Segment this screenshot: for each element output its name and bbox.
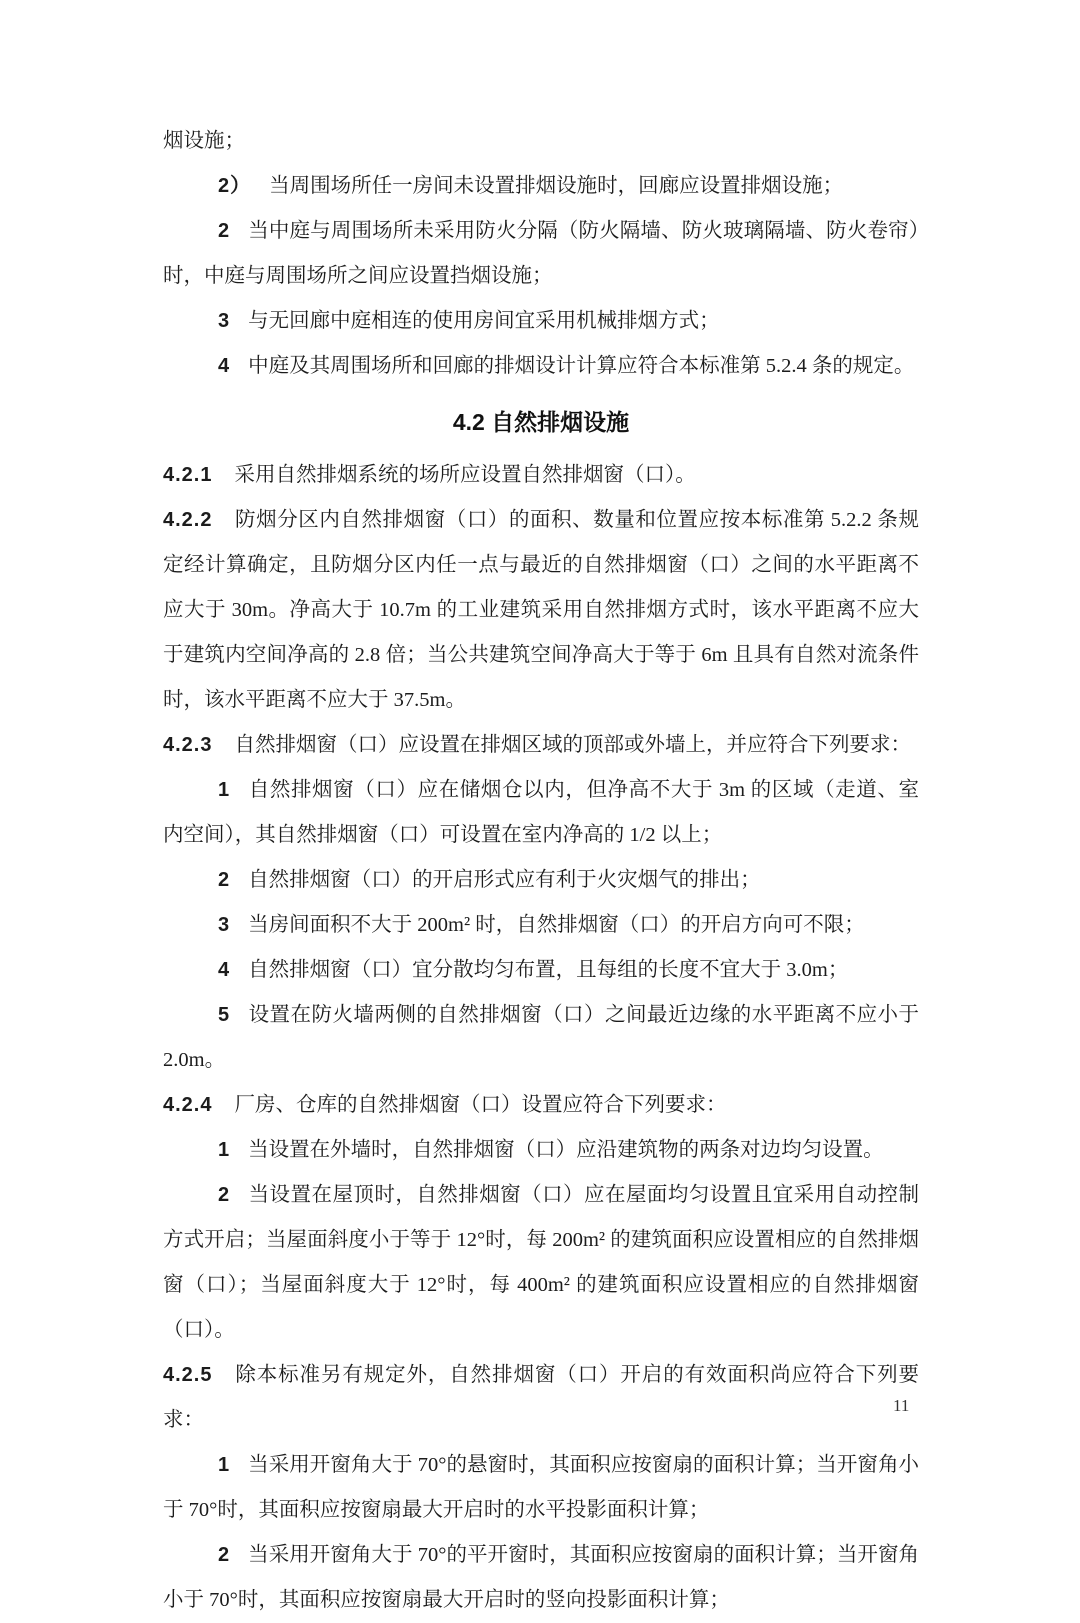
item-number: 4	[218, 959, 231, 981]
item-number: 4.2.2	[163, 509, 213, 531]
paragraph	[163, 1083, 919, 1128]
paragraph-text: 当设置在外墙时，自然排烟窗（口）应沿建筑物的两条对边均匀设置。	[248, 1139, 884, 1161]
paragraph-text: 烟设施；	[163, 130, 245, 152]
paragraph	[163, 344, 919, 389]
paragraph	[163, 723, 919, 768]
paragraph	[163, 209, 919, 299]
paragraph	[163, 119, 919, 164]
item-number: 1	[218, 1139, 231, 1161]
paragraph-text: 设置在防火墙两侧的自然排烟窗（口）之间最近边缘的水平距离不应小于 2.0m。	[163, 1004, 919, 1071]
item-number: 5	[218, 1004, 231, 1026]
item-number: 2）	[218, 175, 252, 197]
paragraph-text: 当中庭与周围场所未采用防火分隔（防火隔墙、防火玻璃隔墙、防火卷帘）时，中庭与周围场所之间应设置挡烟设施；	[163, 220, 919, 287]
item-number: 4.2.4	[163, 1094, 213, 1116]
paragraph-text: 自然排烟窗（口）的开启形式应有利于火灾烟气的排出；	[248, 869, 761, 891]
paragraph-text: 当设置在屋顶时，自然排烟窗（口）应在屋面均匀设置且宜采用自动控制方式开启；当屋面斜度小于等于 12°时，每 200m² 的建筑面积应设置相应的自然排烟窗（口）；当屋面斜度大于 12°时，每 400m² 的建筑面积应设置相应的自然排烟窗（口）。	[163, 1184, 919, 1341]
paragraph-text: 当周围场所任一房间未设置排烟设施时，回廊应设置排烟设施；	[269, 175, 844, 197]
paragraph	[163, 1533, 919, 1623]
paragraph	[163, 498, 919, 723]
item-number: 2	[218, 1184, 231, 1206]
paragraph-text: 自然排烟窗（口）应设置在排烟区域的顶部或外墙上，并应符合下列要求：	[234, 734, 911, 756]
paragraph	[163, 858, 919, 903]
paragraph	[163, 903, 919, 948]
paragraph	[163, 993, 919, 1083]
item-number: 2	[218, 869, 231, 891]
item-number: 4.2.1	[163, 464, 213, 486]
paragraph-text: 当采用开窗角大于 70°的悬窗时，其面积应按窗扇的面积计算；当开窗角小于 70°时，其面积应按窗扇最大开启时的水平投影面积计算；	[163, 1454, 919, 1521]
item-number: 1	[218, 779, 231, 801]
document-content	[163, 119, 919, 1623]
paragraph-text: 防烟分区内自然排烟窗（口）的面积、数量和位置应按本标准第 5.2.2 条规定经计算确定，且防烟分区内任一点与最近的自然排烟窗（口）之间的水平距离不应大于 30m。净高大于 10.7m 的工业建筑采用自然排烟方式时，该水平距离不应大于建筑内空间净高的 2.8 倍；当公共建筑空间净高大于等于 6m 且具有自然对流条件时，该水平距离不应大于 37.5m。	[163, 509, 919, 711]
section-heading: 4.2 自然排烟设施	[452, 409, 630, 435]
paragraph-text: 厂房、仓库的自然排烟窗（口）设置应符合下列要求：	[234, 1094, 727, 1116]
paragraph	[163, 453, 919, 498]
paragraph	[163, 1353, 919, 1443]
paragraph-text: 当房间面积不大于 200m² 时，自然排烟窗（口）的开启方向可不限；	[248, 914, 865, 936]
item-number: 1	[218, 1454, 231, 1476]
paragraph	[163, 1173, 919, 1353]
paragraph	[163, 299, 919, 344]
item-number: 2	[218, 1544, 231, 1566]
paragraph-text: 中庭及其周围场所和回廊的排烟设计计算应符合本标准第 5.2.4 条的规定。	[248, 355, 915, 377]
item-number: 3	[218, 310, 231, 332]
paragraph	[163, 768, 919, 858]
item-number: 2	[218, 220, 231, 242]
page-number: 11	[893, 1396, 910, 1415]
paragraph	[163, 948, 919, 993]
paragraph	[163, 1128, 919, 1173]
paragraph	[163, 1443, 919, 1533]
paragraph-text: 自然排烟窗（口）宜分散均匀布置，且每组的长度不宜大于 3.0m；	[248, 959, 849, 981]
paragraph-text: 与无回廊中庭相连的使用房间宜采用机械排烟方式；	[248, 310, 720, 332]
item-number: 4	[218, 355, 231, 377]
paragraph	[163, 164, 919, 209]
item-number: 3	[218, 914, 231, 936]
paragraph-text: 除本标准另有规定外，自然排烟窗（口）开启的有效面积尚应符合下列要求：	[163, 1364, 919, 1431]
paragraph-text: 采用自然排烟系统的场所应设置自然排烟窗（口）。	[234, 464, 696, 486]
paragraph-text: 当采用开窗角大于 70°的平开窗时，其面积应按窗扇的面积计算；当开窗角小于 70°时，其面积应按窗扇最大开启时的竖向投影面积计算；	[163, 1544, 919, 1611]
paragraph-text: 自然排烟窗（口）应在储烟仓以内，但净高不大于 3m 的区域（走道、室内空间），其自然排烟窗（口）可设置在室内净高的 1/2 以上；	[163, 779, 919, 846]
item-number: 4.2.3	[163, 734, 213, 756]
item-number: 4.2.5	[163, 1364, 213, 1386]
